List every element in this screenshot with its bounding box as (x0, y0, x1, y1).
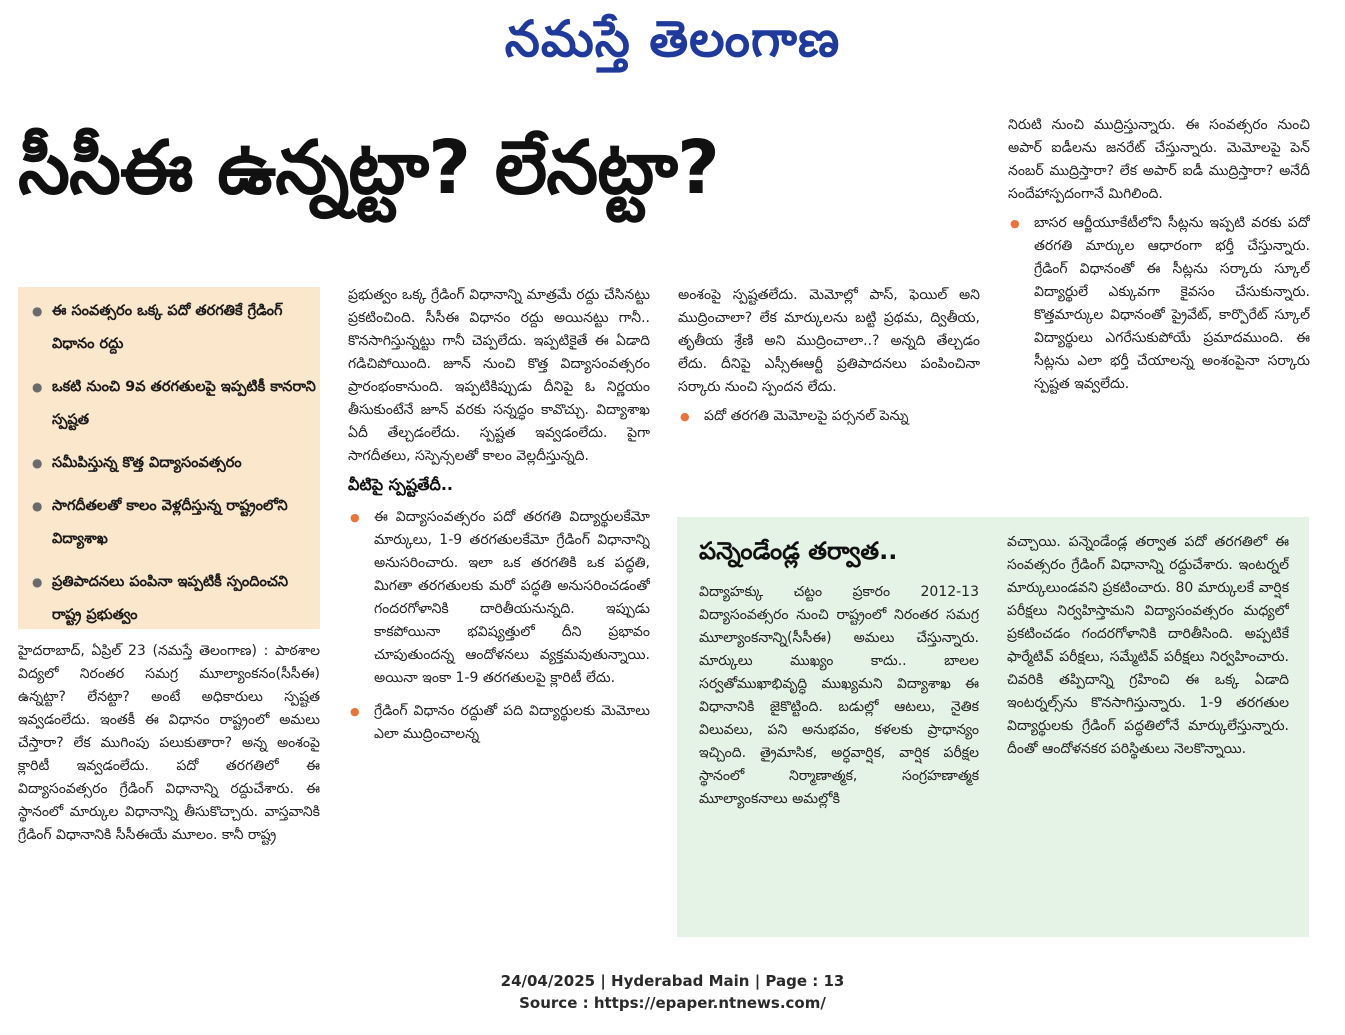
bullet-paragraph: ● బాసర ఆర్జీయూకేటీలోని సీట్లను ఇప్పటి వరకు పదో తరగతి మార్కుల ఆధారంగా భర్తీ చేస్తున్నారు. గ్రేడింగ్ విధానంతో ఈ సీట్లను సర్కారు స్కూల్ విద్యార్థులే ఎక్కువగా కైవసం చేసుకున్నారు. కొత్తమార్కుల విధానంతో ప్రైవేట్, కార్పొరేట్ స్కూల్ విద్యార్థులు ఎగరేసుకుపోయే ప్రమాదముంది. ఈ సీట్లను ఎలా భర్తీ చేయాలన్న అంశంపైనా సర్కారు స్పష్టత ఇవ్వలేదు. (1008, 212, 1310, 396)
column-3 (678, 284, 980, 499)
column-2 (348, 284, 650, 944)
page-footer (0, 970, 1345, 1014)
highlight-item: ● సాగదీతలతో కాలం వెళ్లదీస్తున్న రాష్ట్రంలోని విద్యాశాఖ (26, 490, 316, 556)
column-4 (1008, 114, 1310, 504)
body-paragraph: అంశంపై స్పష్టతలేదు. మెమోల్లో పాస్, ఫెయిల్ అని ముద్రించాలా? లేక మార్కులను బట్టి ప్రథమ, ద్వితీయ, తృతీయ శ్రేణి అని ముద్రించాలా..? అన్నది తేల్చడం లేదు. దీనిపై ఎస్సీఈఆర్టీ ప్రతిపాదనలు పంపించినా సర్కారు నుంచి స్పందన లేదు. (678, 287, 980, 395)
highlight-item: ● సమీపిస్తున్న కొత్త విద్యాసంవత్సరం (26, 447, 316, 480)
sidebar-left-column (699, 531, 979, 927)
bullet-paragraph: ● గ్రేడింగ్ విధానం రద్దుతో పది విద్యార్థులకు మెమోలు ఎలా ముద్రించాలన్న (348, 700, 650, 746)
highlights-box (18, 287, 320, 629)
footer-source-link[interactable]: Source : https://epaper.ntnews.com/ (519, 994, 826, 1012)
column-1 (18, 640, 320, 945)
footer-date-edition: 24/04/2025 | Hyderabad Main | Page : 13 (500, 972, 845, 990)
highlight-item: ● ప్రతిపాదనలు పంపినా ఇప్పటికీ స్పందించని రాష్ట్ర ప్రభుత్వం (26, 566, 316, 632)
subheading: వీటిపై స్పష్టతేదీ.. (348, 475, 454, 494)
highlight-item: ● ఒకటి నుంచి 9వ తరగతులపై ఇప్పటికీ కానరాని స్పష్టత (26, 371, 316, 437)
bullet-paragraph: ● పదో తరగతి మెమోలపై పర్సనల్ పెన్ను (678, 405, 980, 428)
sidebar-title: పన్నెండేండ్ల తర్వాత.. (699, 537, 898, 565)
sidebar-box (677, 517, 1309, 937)
sidebar-right-column (1007, 531, 1289, 927)
sidebar-paragraph: విద్యాహక్కు చట్టం ప్రకారం 2012-13 విద్యాసంవత్సరం నుంచి రాష్ట్రంలో నిరంతర సమగ్ర మూల్యాంకనాన్ని(సీసీఈ) అమలు చేస్తున్నారు. మార్కులు ముఖ్యం కాదు.. బాలల సర్వతోముఖాభివృద్ధి ముఖ్యమని విద్యాశాఖ ఈ విధానానికి జైకొట్టింది. బడుల్లో ఆటలు, నైతిక విలువలు, పని అనుభవం, కళలకు ప్రాధాన్యం ఇచ్చింది. త్రైమాసిక, అర్ధవార్షిక, వార్షిక పరీక్షల స్థానంలో నిర్మాణాత్మక, సంగ్రహణాత్మక మూల్యాంకనాలు అమల్లోకి (699, 584, 979, 807)
article-headline: సీసీఈ ఉన్నట్టా? లేనట్టా? (18, 125, 719, 211)
newspaper-masthead: నమస్తే తెలంగాణ (504, 10, 841, 68)
bullet-paragraph: ● ఈ విద్యాసంవత్సరం పదో తరగతి విద్యార్థులకేమో మార్కులు, 1-9 తరగతులకేమో గ్రేడింగ్ విధానాన్ని అనుసరించారు. ఇలా ఒక తరగతికి ఒక పద్ధతి, మిగతా తరగతులకు మరో పద్ధతి అనుసరించడంతో గందరగోళానికి దారితీయనున్నది. ఇప్పుడు కాకపోయినా భవిష్యత్తులో దీని ప్రభావం చూపుతుందన్న ఆందోళనలు వ్యక్తమవుతున్నాయి. అయినా ఇంకా 1-9 తరగతులపై క్లారిటీ లేదు. (348, 506, 650, 690)
dateline-paragraph: హైదరాబాద్, ఏప్రిల్ 23 (నమస్తే తెలంగాణ) : పాఠశాల విద్యలో నిరంతర సమగ్ర మూల్యాంకనం(సీసీఈ) ఉన్నట్టా? లేనట్టా? అంటే అధికారులు స్పష్టత ఇవ్వడంలేదు. ఇంతకీ ఈ విధానం రాష్ట్రంలో అమలు చేస్తారా? లేక ముగింపు పలుకుతారా? అన్న అంశంపై క్లారిటీ ఇవ్వడంలేదు. పదో తరగతిలో ఈ విద్యాసంవత్సరం గ్రేడింగ్ విధానాన్ని రద్దుచేశారు. ఈ స్థానంలో మార్కుల విధానాన్ని తీసుకొచ్చారు. వాస్తవానికి గ్రేడింగ్ విధానానికి సీసీఈయే మూలం. కానీ రాష్ట్ర (18, 643, 320, 843)
highlight-item: ● ఈ సంవత్సరం ఒక్క పదో తరగతికే గ్రేడింగ్ విధానం రద్దు (26, 295, 316, 361)
sidebar-paragraph: వచ్చాయి. పన్నెండేండ్ల తర్వాత పదో తరగతిలో ఈ సంవత్సరం గ్రేడింగ్ విధానాన్ని రద్దుచేశారు. ఇంటర్నల్ మార్కులుండవని ప్రకటించారు. 80 మార్కులకే వార్షిక పరీక్షలు నిర్వహిస్తామని విద్యాసంవత్సరం మధ్యలో ప్రకటించడం గందరగోళానికి దారితీసింది. అప్పటికే ఫార్మేటివ్ పరీక్షలు, సమ్మేటివ్ పరీక్షలు నిర్వహించారు. చివరికి తప్పిదాన్ని గ్రహించి ఈ ఒక్క ఏడాది ఇంటర్నల్స్‌ను కొనసాగిస్తున్నారు. 1-9 తరగతుల విద్యార్థులకు గ్రేడింగ్ పద్ధతిలోనే మార్కులేస్తున్నారు. దీంతో ఆందోళనకర పరిస్థితులు నెలకొన్నాయి. (1007, 534, 1289, 757)
body-paragraph: ప్రభుత్వం ఒక్క గ్రేడింగ్ విధానాన్ని మాత్రమే రద్దు చేసినట్టు ప్రకటించింది. సీసీఈ విధానం రద్దు అయినట్టు గానీ.. కొనసాగిస్తున్నట్టు గానీ చెప్పలేదు. ఇప్పటికైతే ఈ ఏడాది గడిచిపోయింది. జూన్ నుంచి కొత్త విద్యాసంవత్సరం ప్రారంభంకానుంది. ఇప్పటికిప్పుడు దీనిపై ఓ నిర్ణయం తీసుకుంటేనే జూన్ వరకు సన్నద్ధం కావొచ్చు. విద్యాశాఖ ఏదీ తేల్చడంలేదు. స్పష్టత ఇవ్వడంలేదు. పైగా సాగదీతలు, సస్పెన్సలతో కాలం వెల్లదీస్తున్నది. (348, 287, 650, 464)
body-paragraph: నిరుటి నుంచి ముద్రిస్తున్నారు. ఈ సంవత్సరం నుంచి అపార్ ఐడీలను జనరేట్ చేస్తున్నారు. మెమోలపై పెన్ నంబర్ ముద్రిస్తారా? లేక అపార్ ఐడీ ముద్రిస్తారా? అనేదీ సందేహాస్పదంగానే మిగిలింది. (1008, 117, 1310, 202)
